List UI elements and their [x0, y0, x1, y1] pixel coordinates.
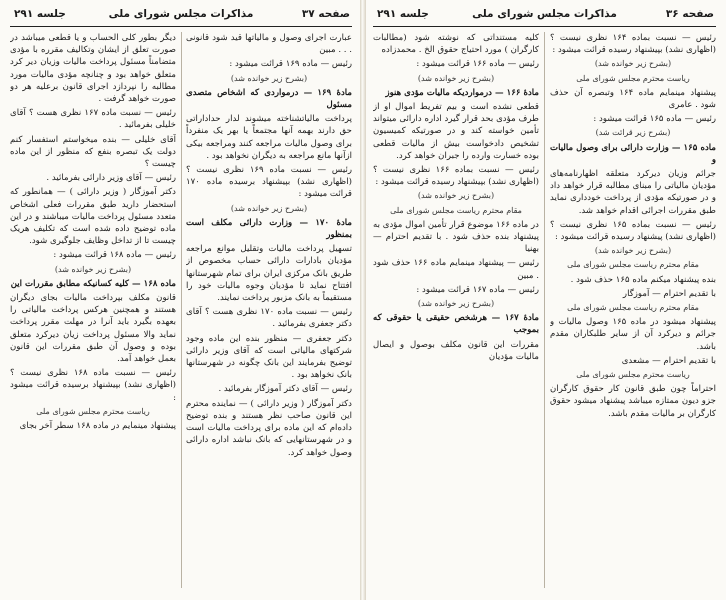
article-heading: مادۀ ۱۶۷ — هرشخص حقیقی یا حقوقی که بموجب — [373, 313, 539, 336]
speaker-paragraph: رئیس — ماده ۱۶۸ قرائت میشود : — [53, 250, 176, 261]
body-paragraph: کلیه مستنداتی که نوشته شود (مطالبات کارگران ) مورد احتیاج حقوق الخ . محمدزاده — [373, 33, 539, 56]
page-header — [373, 6, 716, 26]
body-paragraph: پیشنهاد مینمایم در ماده ۱۶۸ سطر آخر بجای — [19, 421, 176, 432]
session-label: جلسه ۲۹۱ — [377, 8, 429, 20]
stage-note: (بشرح زیر خوانده شد) — [417, 299, 495, 309]
body-paragraph: پیشنهاد میشود در ماده ۱۶۵ وصول مالیات و جرائم و دیرکرد آن از سایر طلبکاران مقدم باشد. — [550, 317, 716, 352]
speaker-paragraph: رئیس — نسبت بماده ۱۶۴ نظری نیست ؟ (اظهاری نشد) بپیشنهاد رسیده قرائت میشود : — [550, 33, 716, 56]
book-gutter — [360, 0, 366, 600]
stage-note: مقام محترم ریاست مجلس شورای ملی — [567, 260, 699, 270]
body-paragraph: پیشنهاد مینمایم ماده ۱۶۴ وتبصره آن حذف شود . عامری — [550, 87, 716, 111]
speaker-paragraph: رئیس — ماده ۱۶۶ قرائت میشود : — [416, 59, 539, 70]
body-paragraph: قطعی نشده است و بیم تفریط اموال او از طرف مؤدی بحد قرار گیرد اداره دارائی میتواند تأمین خواسته کند و در صورتیکه کمیسیون تشخیص دادخواست بیش از مالیات قطعی بوده خسارت وارده را جبران خواهد کرد. — [373, 102, 539, 161]
text-column-right — [550, 32, 716, 588]
page-header — [10, 6, 352, 26]
speaker-paragraph: رئیس — ماده ۱۶۹ قرائت میشود : — [229, 59, 352, 70]
stage-note: ریاست محترم مجلس شورای ملی — [576, 370, 690, 380]
stage-note: مقام محترم ریاست مجلس شورای ملی — [390, 205, 522, 215]
article-heading: ماده ۱۶۵ — وزارت دارائی برای وصول مالیات و — [550, 142, 716, 165]
speaker-paragraph: دکتر آموزگار ( وزیر دارائی ) — نماینده محترم این قانون صاحب نظر هستند و بنده توضیح داده‌ام که این ماده برای پرداخت مالیات است و در شهرستانهایی که بانک نباشد اداره دارائی وصول خواهد کرد. — [186, 398, 352, 458]
body-paragraph: در ماده ۱۶۶ موضوع قرار تأمین اموال مؤدی به پیشنهاد بنده حذف شود . با تقدیم احترام — بهنیا — [373, 219, 539, 255]
column-divider — [544, 32, 545, 588]
header-rule — [10, 26, 352, 27]
speaker-paragraph: رئیس — ماده ۱۶۵ قرائت میشود : — [593, 114, 716, 125]
body-paragraph: احتراماً چون طبق قانون کار حقوق کارگران جزو دیون ممتازه میباشد پیشنهاد میشود حقوق کارگران بر مالیات مقدم باشد. — [550, 384, 716, 419]
speaker-paragraph: دکتر آموزگار ( وزیر دارائی ) — همانطور که استحضار دارید طبق مقررات فعلی اشخاص متعدد مسئول پرداخت مالیات میباشند و در این ماده توضیح داده شده است که تکلیف هریک چیست تا از تداخل وظایف جلوگیری شود. — [10, 187, 176, 247]
stage-note: (بشرح زیر خوانده شد) — [594, 246, 672, 256]
right-page — [363, 0, 726, 600]
body-paragraph: قانون مکلف بپرداخت مالیات بجای دیگران هستند و همچنین هرکس پرداخت مالیاتی را بعهده بگیرد باید آنرا در مهلت مقرر پرداخت نماید والا مسئول پرداخت زیان دیرکرد متعلق بوده و وصول آن طبق مقررات این قانون بعمل خواهد آمد. — [10, 293, 176, 365]
body-paragraph: تسهیل پرداخت مالیات وتقلیل موانع مراجعه مؤدیان بادارات دارائی حساب مخصوص از طریق بانک مرکزی ایران برای تمام شهرستانها افتتاح نماید تا مؤدیان وجوه مالیات خود را مستقیماً به بانک مزبور پرداخت نمایند. — [186, 244, 352, 304]
speaker-paragraph: رئیس — آقای وزیر دارائی بفرمائید . — [46, 173, 176, 184]
stage-note: (بشرح زیر خوانده شد) — [417, 191, 495, 201]
session-label: جلسه ۲۹۱ — [14, 8, 66, 20]
stage-note: (بشرح زیر خوانده شد) — [230, 203, 308, 213]
speaker-paragraph: رئیس — نسبت ماده ۱۶۹ نظری نیست ؟ (اظهاری نشد) بپیشنهاد برسیده ماده ۱۷۰ قرائت میشود : — [186, 165, 352, 200]
stage-note: (بشرح زیر خوانده شد) — [417, 73, 495, 83]
body-paragraph: پرداخت مالیاتشناخته میشوند لدار حداداراتی حق دارند بهمه آنها مجتمعاً یا بهر یک منفرداً برای وصول مالیات مراجعه کنند ومراجعه بیکی ازآنها مانع مراجعه به دیگران نخواهد بود . — [186, 114, 352, 161]
speaker-paragraph: رئیس — نسبت ماده ۱۶۷ نظری هست ؟ آقای خلیلی بفرمائید . — [10, 108, 176, 131]
body-paragraph: جرائم وزیان دیرکرد متعلقه اظهارنامه‌های مؤدیان مالیاتی را مبنای مطالبه قرار خواهد داد و در صورتیکه مؤدی از پرداخت خودداری نماید طبق مقررات اجرائی اقدام خواهد شد. — [550, 169, 716, 216]
speaker-paragraph: رئیس — نسبت بماده ۱۶۵ نظری نیست ؟ (اظهاری نشد) پیشنهاد رسیده قرائت میشود : — [550, 219, 716, 243]
header-rule — [373, 26, 716, 27]
speaker-paragraph: رئیس — نسبت ماده ۱۶۸ نظری نیست ؟ (اظهاری نشد) بپیشنهاد برسیده قرائت میشود : — [10, 368, 176, 403]
text-column-left — [373, 32, 539, 588]
page-number: صفحه ۳۷ — [301, 8, 350, 20]
running-title: مذاکرات مجلس شورای ملی — [108, 8, 254, 20]
stage-note: (بشرح زیر خوانده شد) — [594, 59, 672, 69]
speaker-paragraph: دکتر جعفری — منظور بنده این ماده وجود شرکتهای مالیاتی است که آقای وزیر دارائی توضیح بفرمایند این بانک چگونه در شهرستانها بانک نخواهد بود . — [186, 333, 352, 381]
speaker-paragraph: رئیس — نسبت بماده ۱۶۶ نظری نیست ؟ (اظهاری نشد) بپیشنهاد رسیده قرائت میشود : — [373, 165, 539, 188]
speaker-paragraph: آقای خلیلی — بنده میخواستم استفسار کنم دولت یک تبصره بنفع که منظور از این ماده چیست ؟ — [10, 134, 176, 170]
article-heading: ماده ۱۶۸ — کلیه کسانیکه مطابق مقررات این — [10, 278, 176, 289]
stage-note: (بشرح زیر خوانده شد) — [54, 264, 132, 274]
text-column-left — [10, 32, 176, 588]
body-paragraph: عبارت اجرای وصول و مالیاتها قید شود قانونی . . . مبین — [186, 33, 352, 56]
stage-note: (بشرح زیر قرائت شد) — [595, 128, 671, 138]
text-column-right — [186, 32, 352, 588]
stage-note: ریاست محترم مجلس شورای ملی — [576, 73, 690, 83]
article-heading: مادۀ ۱۶۹ — درمواردی که اشخاص متصدی مسئول — [186, 87, 352, 111]
speaker-paragraph: رئیس — ماده ۱۶۷ قرائت میشود : — [416, 284, 539, 295]
body-paragraph: مقررات این قانون مکلف بوصول و ایصال مالیات مؤدیان — [373, 339, 539, 362]
body-paragraph: با تقدیم احترام — مشعدی — [621, 355, 716, 366]
stage-note: (بشرح زیر خوانده شد) — [230, 73, 308, 83]
body-paragraph: با تقدیم احترام — آموزگار — [622, 288, 716, 299]
speaker-paragraph: رئیس — نسبت ماده ۱۷۰ نظری هست ؟ آقای دکتر جعفری بفرمائید . — [186, 307, 352, 330]
body-paragraph: دیگر بطور کلی الحساب و یا قطعی میباشد در صورت تعلق از ایشان وتکالیف مقرره با مؤدی متضامناً مسئول پرداخت مالیات وزیان دیر کرد متعلق خواهد بود و چنانچه مؤدی مالیات مورد مطالبه را نپردازد اجرای قانون برعلیه هر دو صورت خواهد گرفت . — [10, 33, 176, 105]
stage-note: مقام محترم ریاست مجلس شورای ملی — [567, 303, 699, 313]
speaker-paragraph: رئیس — آقای دکتر آموزگار بفرمائید . — [218, 384, 352, 395]
speaker-paragraph: رئیس — پیشنهاد مینمایم ماده ۱۶۶ حذف شود . مبین — [373, 258, 539, 281]
page-number: صفحه ۳۶ — [665, 8, 714, 20]
article-heading: مادۀ ۱۷۰ — وزارت دارائی مکلف است بمنظور — [186, 217, 352, 241]
running-title: مذاکرات مجلس شورای ملی — [472, 8, 617, 20]
article-heading: مادۀ ۱۶۶ — درمواردیکه مالیات مؤدی هنوز — [385, 87, 539, 98]
column-divider — [181, 32, 182, 588]
body-paragraph: بنده پیشنهاد میکنم ماده ۱۶۵ حذف شود . — [570, 274, 716, 285]
stage-note: ریاست محترم مجلس شورای ملی — [36, 406, 150, 416]
